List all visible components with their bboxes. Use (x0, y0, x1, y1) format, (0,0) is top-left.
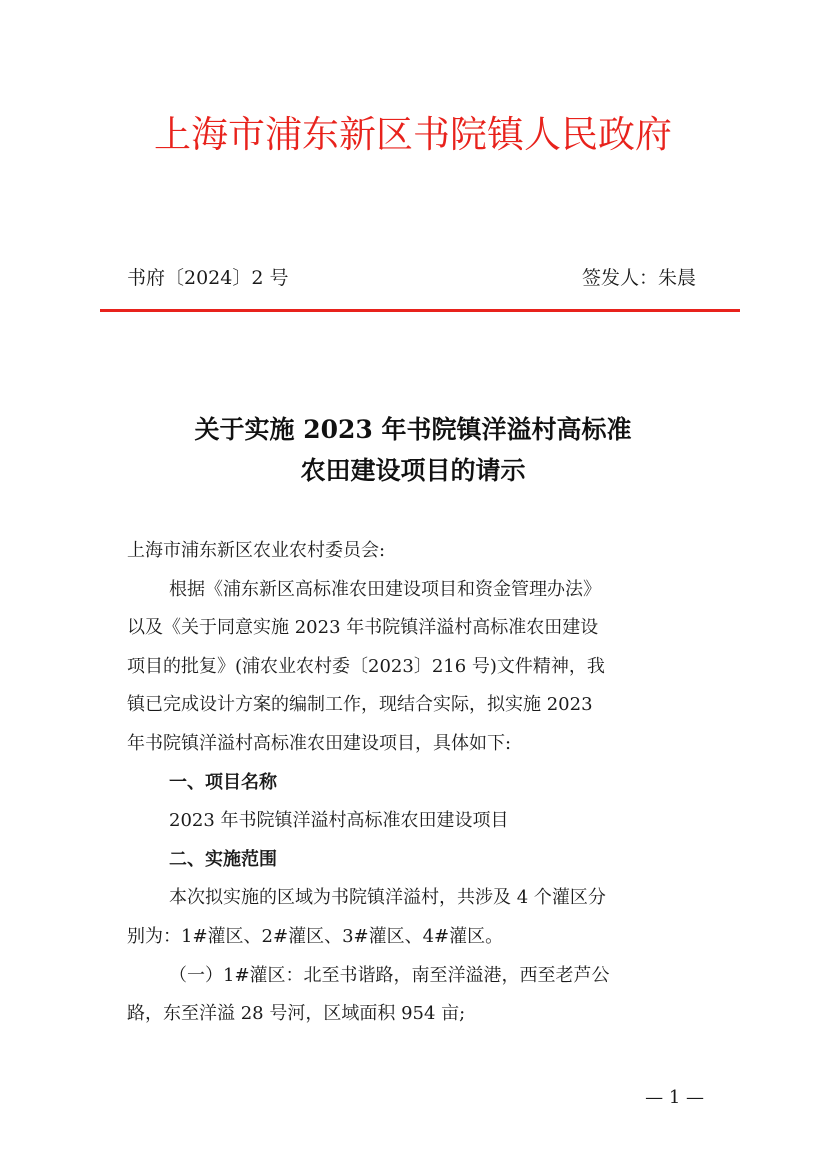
project-name-text: 2023 年书院镇洋溢村高标准农田建设项目 (169, 810, 509, 832)
red-divider-line (100, 309, 740, 312)
paragraph-line: 镇已完成设计方案的编制工作，现结合实际，拟实施 2023 (127, 694, 593, 716)
document-title-line-2: 农田建设项目的请示 (300, 456, 526, 485)
document-title-line-1: 关于实施 2023 年书院镇洋溢村高标准 (194, 415, 632, 444)
document-number: 书府〔2024〕2 号 (127, 267, 289, 289)
paragraph-line: 本次拟实施的区域为书院镇洋溢村，共涉及 4 个灌区分 (169, 887, 606, 909)
paragraph-line: 以及《关于同意实施 2023 年书院镇洋溢村高标准农田建设 (127, 617, 599, 639)
document-body (127, 532, 701, 1034)
section-heading-scope: 二、实施范围 (169, 848, 277, 870)
issuing-organization-header: 上海市浦东新区书院镇人民政府 (154, 113, 672, 156)
paragraph-line: 根据《浦东新区高标准农田建设项目和资金管理办法》 (169, 578, 601, 600)
paragraph-line: 别为：1#灌区、2#灌区、3#灌区、4#灌区。 (127, 925, 504, 947)
document-title (0, 409, 826, 491)
page-number: — 1 — (645, 1087, 704, 1108)
signer: 签发人：朱晨 (581, 267, 696, 289)
section-heading-project-name: 一、项目名称 (169, 771, 277, 793)
paragraph-line: 项目的批复》(浦农业农村委〔2023〕216 号)文件精神，我 (127, 655, 605, 677)
addressee: 上海市浦东新区农业农村委员会: (127, 540, 386, 561)
paragraph-line: （一）1#灌区：北至书谐路，南至洋溢港，西至老芦公 (169, 964, 610, 986)
paragraph-line: 路，东至洋溢 28 号河，区域面积 954 亩; (127, 1003, 466, 1025)
paragraph-line: 年书院镇洋溢村高标准农田建设项目，具体如下: (127, 732, 512, 754)
